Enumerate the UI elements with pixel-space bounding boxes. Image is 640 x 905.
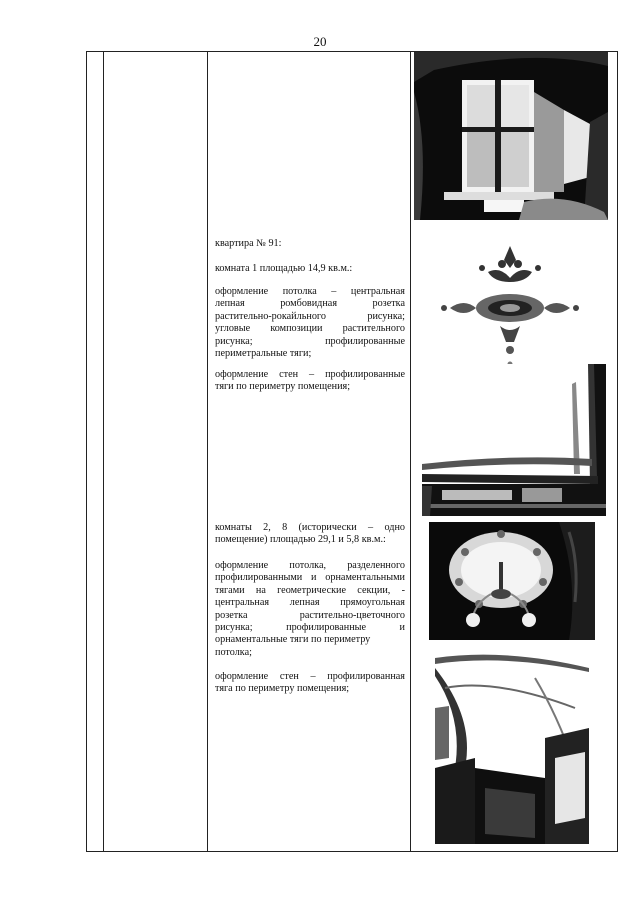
column-divider <box>410 51 411 851</box>
text-line: рисунка; профилированные <box>215 335 405 347</box>
room1-heading-block <box>215 263 405 275</box>
room1-ceiling-text <box>215 286 405 360</box>
text-line: угловые композиции растительного <box>215 323 405 335</box>
room2-heading-block <box>215 522 405 547</box>
room2-ceiling-text <box>215 560 405 659</box>
photo-ceiling-rosette <box>430 238 590 378</box>
text-line: лепная ромбовидная розетка <box>215 298 405 310</box>
column-divider <box>207 51 208 851</box>
text-line: тяга по периметру помещения; <box>215 683 350 695</box>
page-number: 20 <box>313 34 327 49</box>
text-line: тяги по периметру помещения; <box>215 381 351 393</box>
text-line: оформление потолка, разделенного <box>215 560 405 571</box>
photo-ceiling-cornice <box>422 364 606 516</box>
text-line: оформление стен – профилированные <box>215 369 405 380</box>
text-line: помещение) площадью 29,1 и 5,8 кв.м.: <box>215 534 386 546</box>
text-line: комнаты 2, 8 (исторически – одно <box>215 522 405 533</box>
text-line: центральная лепная прямоугольная <box>215 597 405 609</box>
photo-chandelier <box>429 522 595 640</box>
photo-ceiling-corner <box>435 648 589 844</box>
column-divider <box>86 51 87 851</box>
column-divider <box>617 51 618 851</box>
text-line: периметральные тяги; <box>215 348 312 360</box>
room1-heading: комната 1 площадью 14,9 кв.м.: <box>215 263 353 274</box>
text-line: оформление потолка – центральная <box>215 286 405 297</box>
apartment-title-block <box>215 238 405 250</box>
text-line: потолка; <box>215 646 252 658</box>
photo-window-room <box>414 52 608 220</box>
text-line: рисунка; профилированные и <box>215 622 405 634</box>
column-divider <box>103 51 104 851</box>
room2-walls-text <box>215 671 405 696</box>
text-line: розетка растительно-цветочного <box>215 609 405 621</box>
text-line: тягами на геометрические секции, - <box>215 584 405 596</box>
text-line: орнаментальные тяги по периметру <box>215 634 371 646</box>
text-line: растительно-рокайльного рисунка; <box>215 310 405 322</box>
room1-walls-text <box>215 369 405 394</box>
apartment-title: квартира № 91: <box>215 238 282 249</box>
text-line: профилированными и орнаментальными <box>215 572 405 584</box>
text-line: оформление стен – профилированная <box>215 671 405 682</box>
